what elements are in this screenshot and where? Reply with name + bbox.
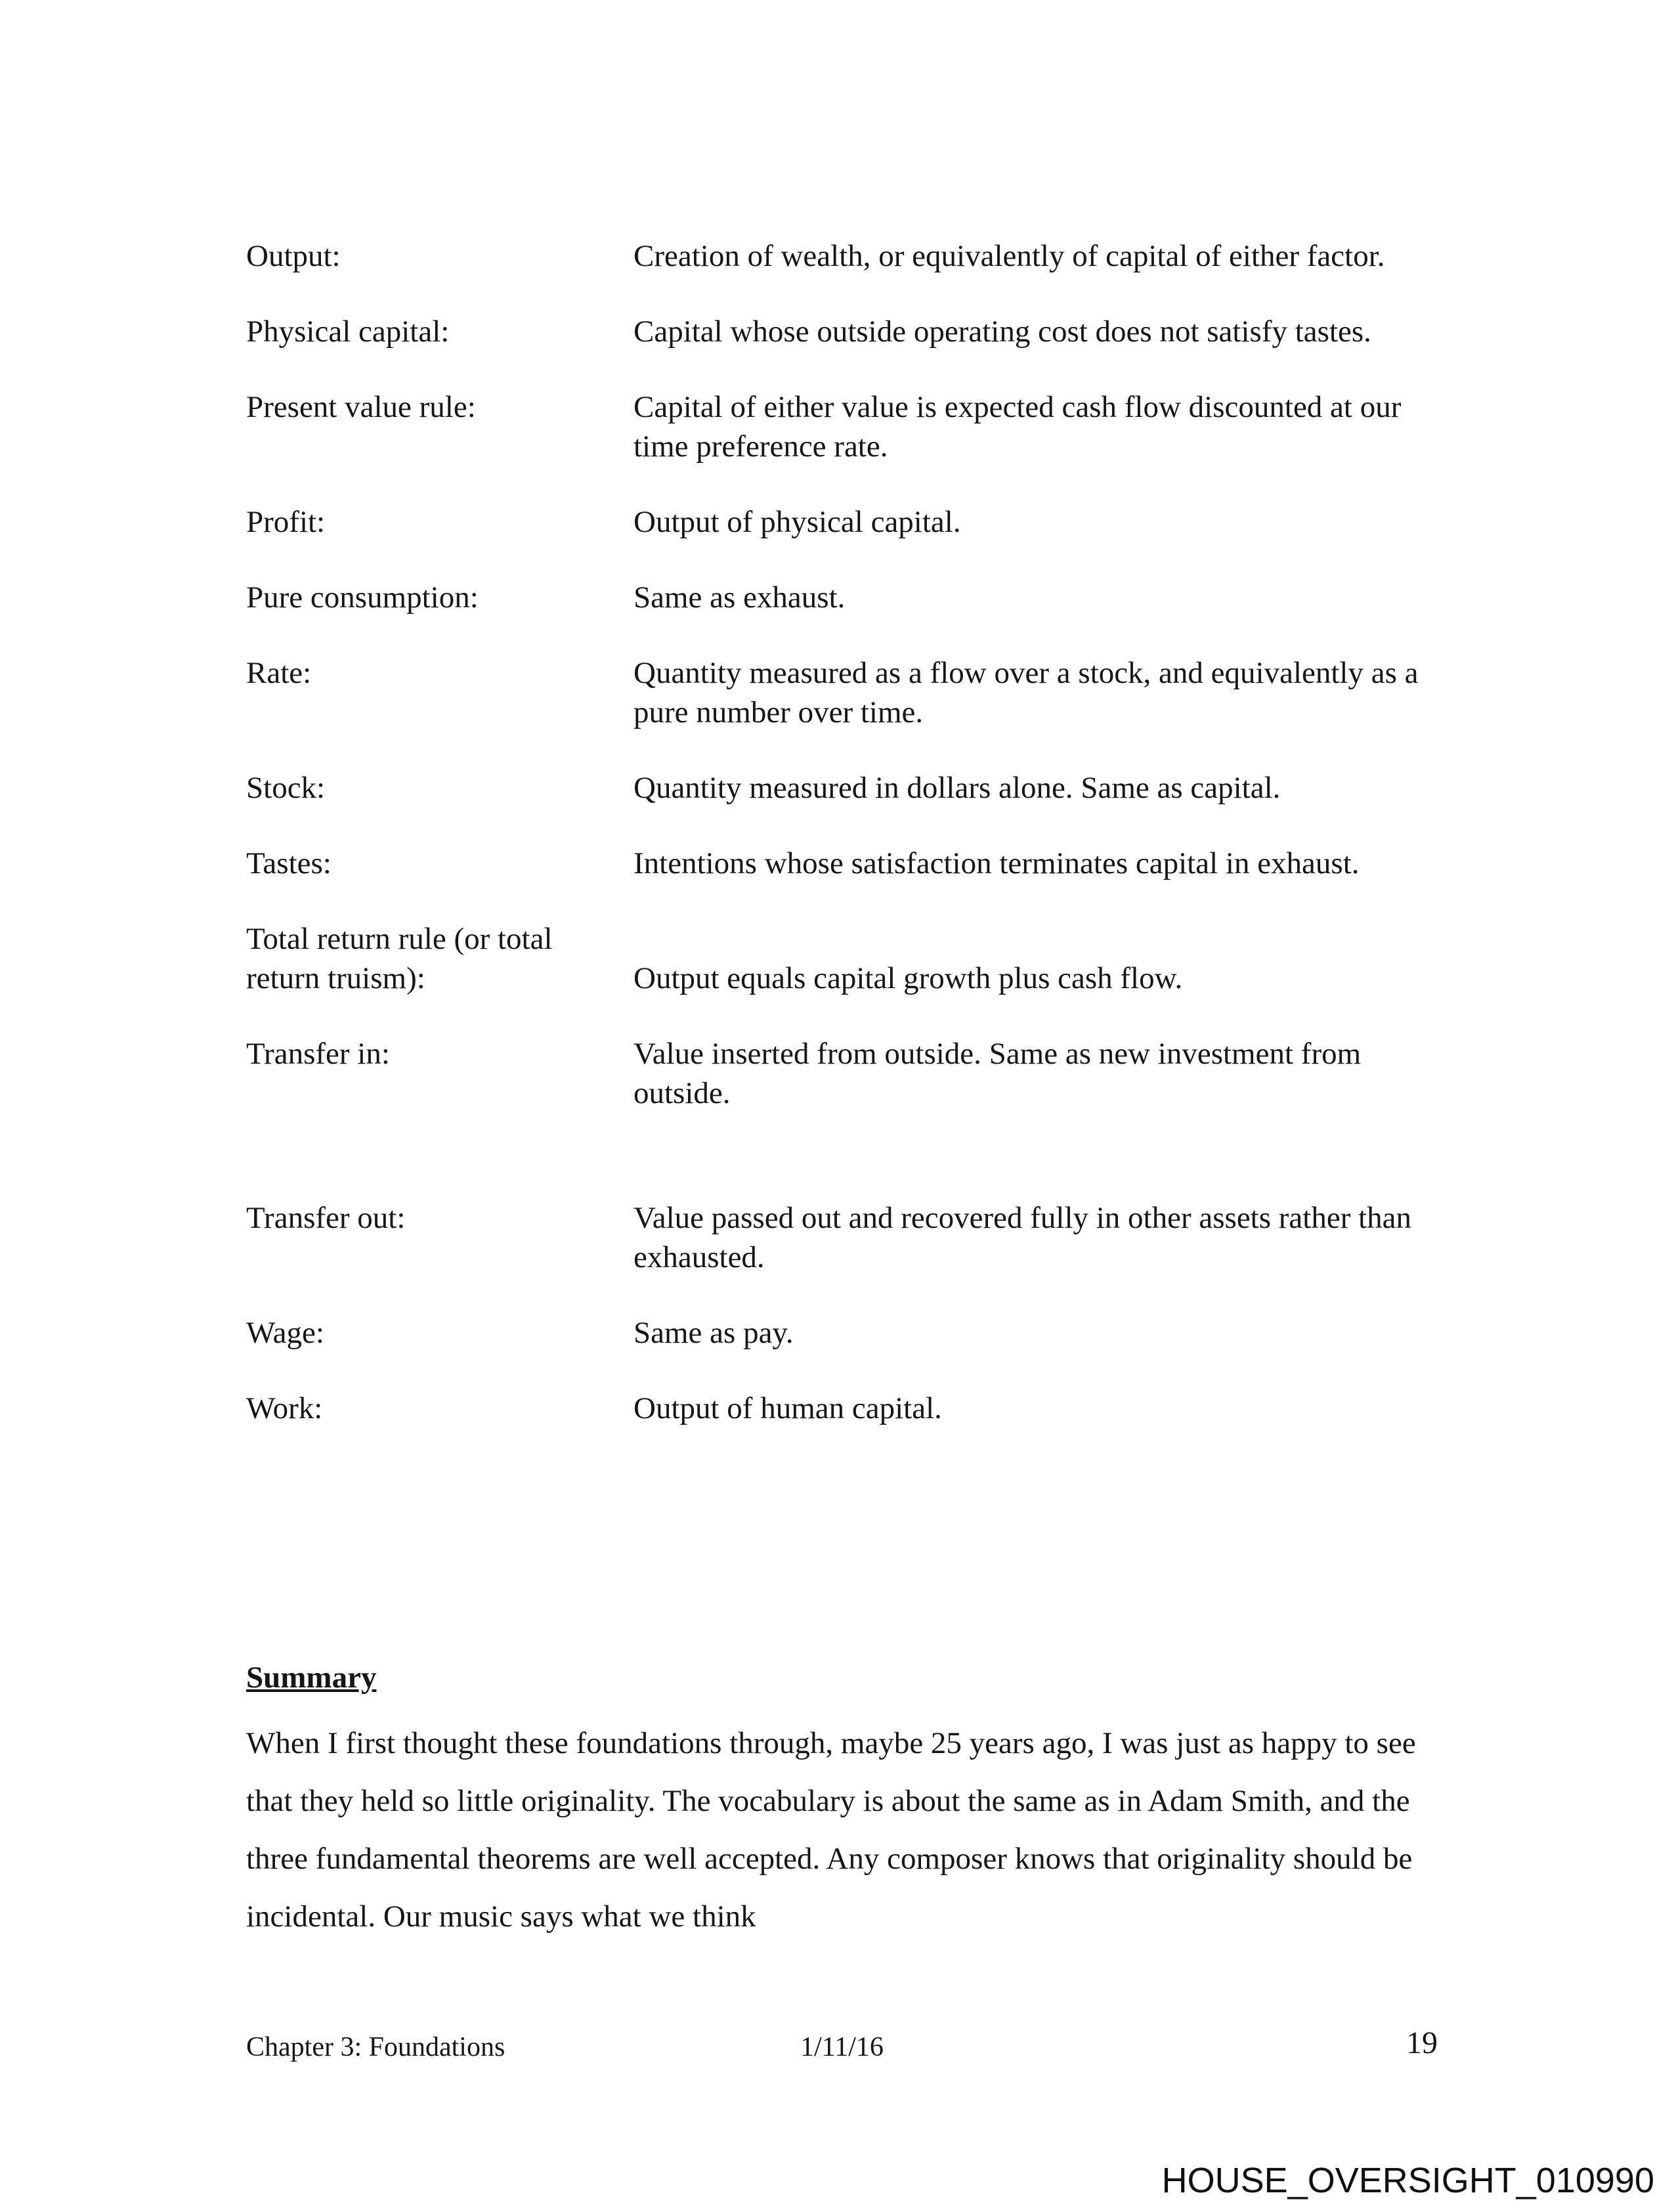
glossary-definition: Same as pay. bbox=[633, 1316, 794, 1350]
glossary-term: Rate: bbox=[246, 656, 312, 690]
glossary-definition: Value inserted from outside. Same as new investment from outside. bbox=[633, 1037, 1362, 1110]
glossary-term: Total return rule (or total return truism): bbox=[246, 922, 553, 995]
glossary-entry bbox=[246, 387, 1431, 466]
glossary bbox=[246, 236, 1431, 1464]
glossary-entry bbox=[246, 578, 1431, 617]
glossary-term: Physical capital: bbox=[246, 314, 450, 349]
glossary-entry bbox=[246, 1389, 1431, 1428]
glossary-entry bbox=[246, 312, 1431, 351]
footer-chapter-label: Chapter 3: Foundations bbox=[246, 2032, 505, 2062]
glossary-entry bbox=[246, 1198, 1431, 1277]
glossary-definition: Quantity measured in dollars alone. Same as capital. bbox=[633, 771, 1281, 805]
glossary-term: Transfer in: bbox=[246, 1037, 390, 1071]
page-footer bbox=[246, 2028, 1438, 2073]
glossary-definition: Capital of either value is expected cash flow discounted at our time preference rate. bbox=[633, 390, 1402, 464]
glossary-definition: Output of human capital. bbox=[633, 1391, 942, 1425]
glossary-entry bbox=[246, 236, 1431, 276]
footer-date: 1/11/16 bbox=[800, 2032, 884, 2062]
glossary-definition: Intentions whose satisfaction terminates capital in exhaust. bbox=[633, 846, 1360, 880]
summary-section bbox=[246, 1658, 1438, 1945]
bates-stamp-watermark: HOUSE_OVERSIGHT_010990 bbox=[1161, 2161, 1654, 2200]
glossary-term: Stock: bbox=[246, 771, 326, 805]
glossary-entry bbox=[246, 844, 1431, 883]
glossary-definition: Same as exhaust. bbox=[633, 580, 846, 615]
glossary-entry bbox=[246, 502, 1431, 542]
glossary-term: Work: bbox=[246, 1391, 323, 1425]
glossary-entry bbox=[246, 1313, 1431, 1353]
glossary-term: Transfer out: bbox=[246, 1201, 406, 1235]
glossary-term: Output: bbox=[246, 239, 341, 273]
glossary-definition: Output of physical capital. bbox=[633, 505, 961, 539]
glossary-entry bbox=[246, 919, 1431, 998]
glossary-definition: Quantity measured as a flow over a stock, and equivalently as a pure number over time. bbox=[633, 656, 1419, 729]
glossary-term: Tastes: bbox=[246, 846, 332, 880]
glossary-term: Profit: bbox=[246, 505, 326, 539]
summary-heading: Summary bbox=[246, 1660, 377, 1695]
glossary-definition: Value passed out and recovered fully in other assets rather than exhausted. bbox=[633, 1201, 1412, 1274]
glossary-term: Pure consumption: bbox=[246, 580, 479, 615]
glossary-term: Present value rule: bbox=[246, 390, 476, 424]
glossary-entry bbox=[246, 653, 1431, 732]
glossary-entry bbox=[246, 1034, 1431, 1113]
glossary-definition: Creation of wealth, or equivalently of capital of either factor. bbox=[633, 239, 1385, 273]
glossary-definition: Output equals capital growth plus cash flow. bbox=[633, 961, 1183, 995]
glossary-definition: Capital whose outside operating cost does not satisfy tastes. bbox=[633, 314, 1371, 349]
glossary-entry bbox=[246, 768, 1431, 808]
page-number: 19 bbox=[1406, 2026, 1438, 2060]
summary-paragraph: When I first thought these foundations through, maybe 25 years ago, I was just as happy to see that they held so little originality. The vocabulary is about the same as in Adam Smith, and the three fundamental theorems are well accepted. Any composer knows that originality should be incidental. Our music says what we think bbox=[246, 1726, 1416, 1934]
glossary-term: Wage: bbox=[246, 1316, 324, 1350]
